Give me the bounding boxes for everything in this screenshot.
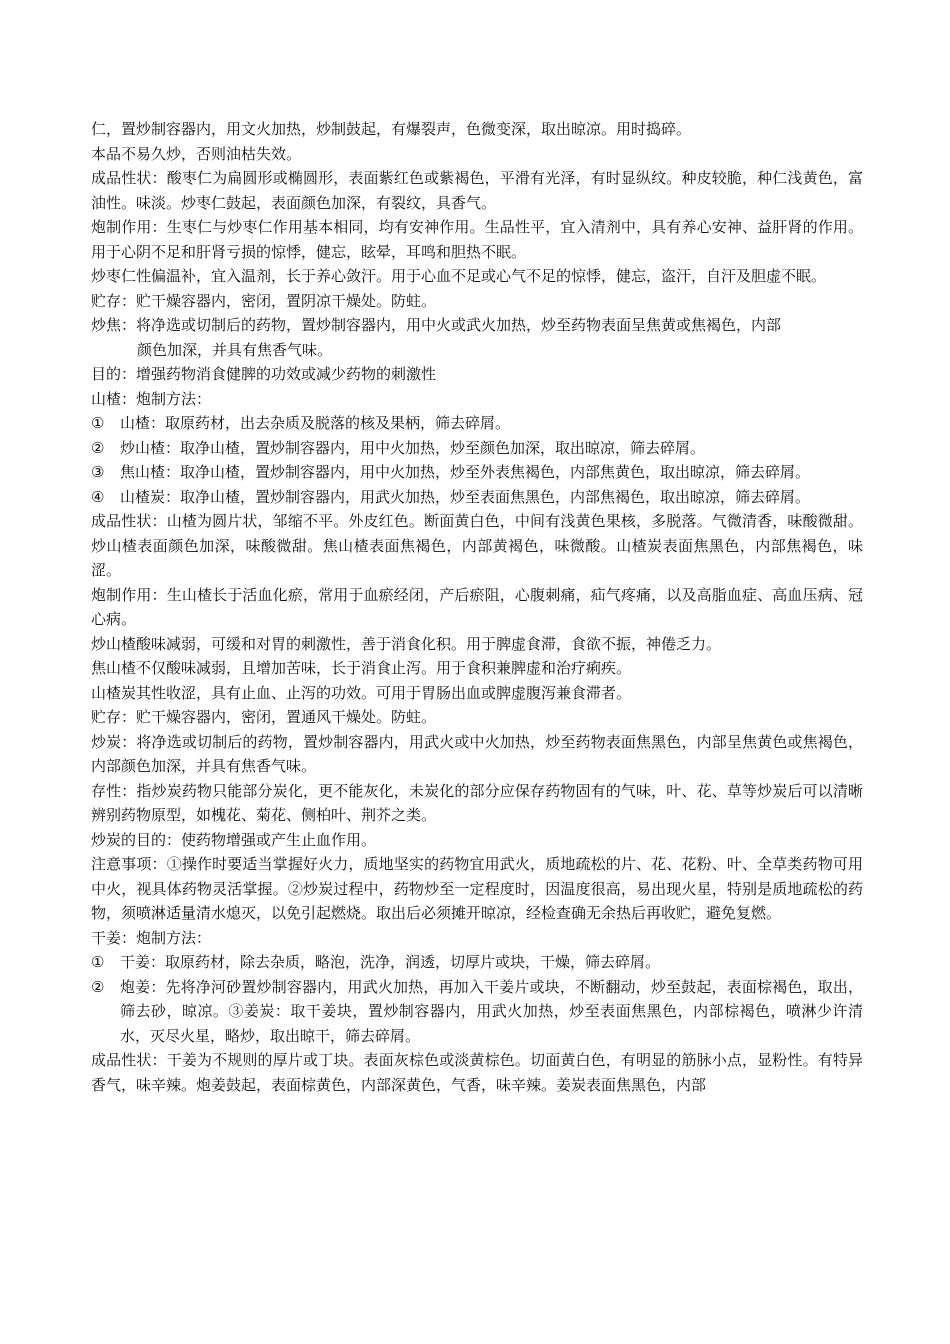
list-marker: ① [91, 953, 105, 971]
list-marker: ① [91, 414, 105, 432]
paragraph: 炮制作用：生枣仁与炒枣仁作用基本相同，均有安神作用。生品性平，宜入清剂中，具有养心安神、益肝肾的作用。用于心阴不足和肝肾亏损的惊悸，健忘，眩晕，耳鸣和胆热不眠。 [91, 218, 863, 261]
paragraph: 存性：指炒炭药物只能部分炭化，更不能灰化，未炭化的部分应保存药物固有的气味，叶、花、草等炒炭后可以清晰辨别药物原型，如槐花、菊花、侧柏叶、荆芥之类。 [91, 781, 863, 824]
list-item [91, 436, 863, 461]
paragraph: 成品性状：酸枣仁为扁圆形或椭圆形，表面紫红色或紫褐色，平滑有光泽，有时显纵纹。种皮较脆，种仁浅黄色，富油性。味淡。炒枣仁鼓起，表面颜色加深，有裂纹，具香气。 [91, 169, 863, 212]
list-item-text: 炮姜：先将净河砂置炒制容器内，用武火加热，再加入干姜片或块，不断翻动，炒至鼓起，表面棕褐色，取出，筛去砂，晾凉。③姜炭：取干姜块，置炒制容器内，用武火加热，炒至表面焦黑色，内部棕褐色，喷淋少许清水，灭尽火星，略炒，取出晾干，筛去碎屑。 [120, 977, 863, 1045]
paragraph: 注意事项：①操作时要适当掌握好火力，质地坚实的药物宜用武火，质地疏松的片、花、花粉、叶、全草类药物可用中火，视具体药物灵活掌握。②炒炭过程中，药物炒至一定程度时，因温度很高，易出现火星，特别是质地疏松的药物，须喷淋适量清水熄灭，以免引起燃烧。取出后必须摊开晾凉，经检查确无余热后再收贮，避免复燃。 [91, 855, 863, 922]
paragraph: 目的：增强药物消食健脾的功效或减少药物的刺激性 [91, 365, 437, 383]
list-item [91, 975, 863, 1049]
list-marker: ③ [91, 463, 105, 481]
list-item-text: 炒山楂：取净山楂，置炒制容器内，用中火加热，炒至颜色加深，取出晾凉，筛去碎屑。 [120, 438, 706, 457]
list-item-text: 山楂：取原药材，出去杂质及脱落的核及果柄，筛去碎屑。 [120, 414, 511, 432]
paragraph: 炒枣仁性偏温补，宜入温剂，长于养心敛汗。用于心血不足或心气不足的惊悸，健忘，盗汗，自汗及胆虚不眠。 [91, 267, 827, 285]
list-marker: ② [91, 977, 105, 996]
list-marker: ④ [91, 487, 105, 506]
paragraph: 干姜：炮制方法： [91, 928, 212, 947]
paragraph: 颜色加深，并具有焦香气味。 [137, 340, 333, 359]
document-page [91, 117, 863, 1097]
list-item-text: 干姜：取原药材，除去杂质，略泡，洗净，润透，切厚片或块，干燥，筛去碎屑。 [120, 953, 661, 971]
paragraph: 成品性状：干姜为不规则的厚片或丁块。表面灰棕色或淡黄棕色。切面黄白色，有明显的筋脉小点，显粉性。有特异香气，味辛辣。炮姜鼓起，表面棕黄色，内部深黄色，气香，味辛辣。姜炭表面焦黑色，内部 [91, 1051, 863, 1094]
paragraph: 炒炭：将净选或切制后的药物，置炒制容器内，用武火或中火加热，炒至药物表面焦黑色，内部呈焦黄色或焦褐色，内部颜色加深，并具有焦香气味。 [91, 732, 863, 775]
paragraph: 贮存：贮干燥容器内，密闭，置阴凉干燥处。防蛀。 [91, 291, 437, 310]
paragraph: 成品性状：山楂为圆片状，邹缩不平。外皮红色。断面黄白色，中间有浅黄色果核，多脱落。气微清香，味酸微甜。炒山楂表面颜色加深，味酸微甜。焦山楂表面焦褐色，内部黄褐色，味微酸。山楂炭表面焦黑色，内部焦褐色，味涩。 [91, 512, 863, 579]
paragraph: 炒炭的目的：使药物增强或产生止血作用。 [91, 830, 377, 849]
paragraph: 炒焦：将净选或切制后的药物，置炒制容器内，用中火或武火加热，炒至药物表面呈焦黄或焦褐色，内部 [91, 316, 782, 334]
list-item [91, 460, 863, 485]
paragraph: 山楂炭其性收涩，具有止血、止泻的功效。可用于胃肠出血或脾虚腹泻兼食滞者。 [91, 683, 632, 702]
list-item [91, 950, 863, 975]
list-item [91, 485, 863, 510]
paragraph: 贮存：贮干燥容器内，密闭，置通风干燥处。防蛀。 [91, 708, 437, 726]
list-item [91, 411, 863, 436]
list-marker: ② [91, 438, 105, 457]
list-item-text: 焦山楂：取净山楂，置炒制容器内，用中火加热，炒至外表焦褐色，内部焦黄色，取出晾凉，筛去碎屑。 [120, 463, 811, 481]
list-item-text: 山楂炭：取净山楂，置炒制容器内，用武火加热，炒至表面焦黑色，内部焦褐色，取出晾凉，筛去碎屑。 [120, 487, 811, 506]
paragraph: 炮制作用：生山楂长于活血化瘀，常用于血瘀经闭，产后瘀阻，心腹刺痛，疝气疼痛，以及高脂血症、高血压病、冠心病。 [91, 585, 863, 628]
paragraph: 山楂：炮制方法： [91, 389, 212, 408]
paragraph: 仁，置炒制容器内，用文火加热，炒制鼓起，有爆裂声，色微变深，取出晾凉。用时捣碎。 [91, 120, 692, 138]
paragraph: 炒山楂酸味减弱，可缓和对胃的刺激性，善于消食化积。用于脾虚食滞，食欲不振，神倦乏力。 [91, 634, 722, 653]
paragraph: 焦山楂不仅酸味减弱，且增加苦味，长于消食止泻。用于食积兼脾虚和治疗痢疾。 [91, 659, 632, 677]
paragraph: 本品不易久炒，否则油枯失效。 [91, 144, 302, 163]
